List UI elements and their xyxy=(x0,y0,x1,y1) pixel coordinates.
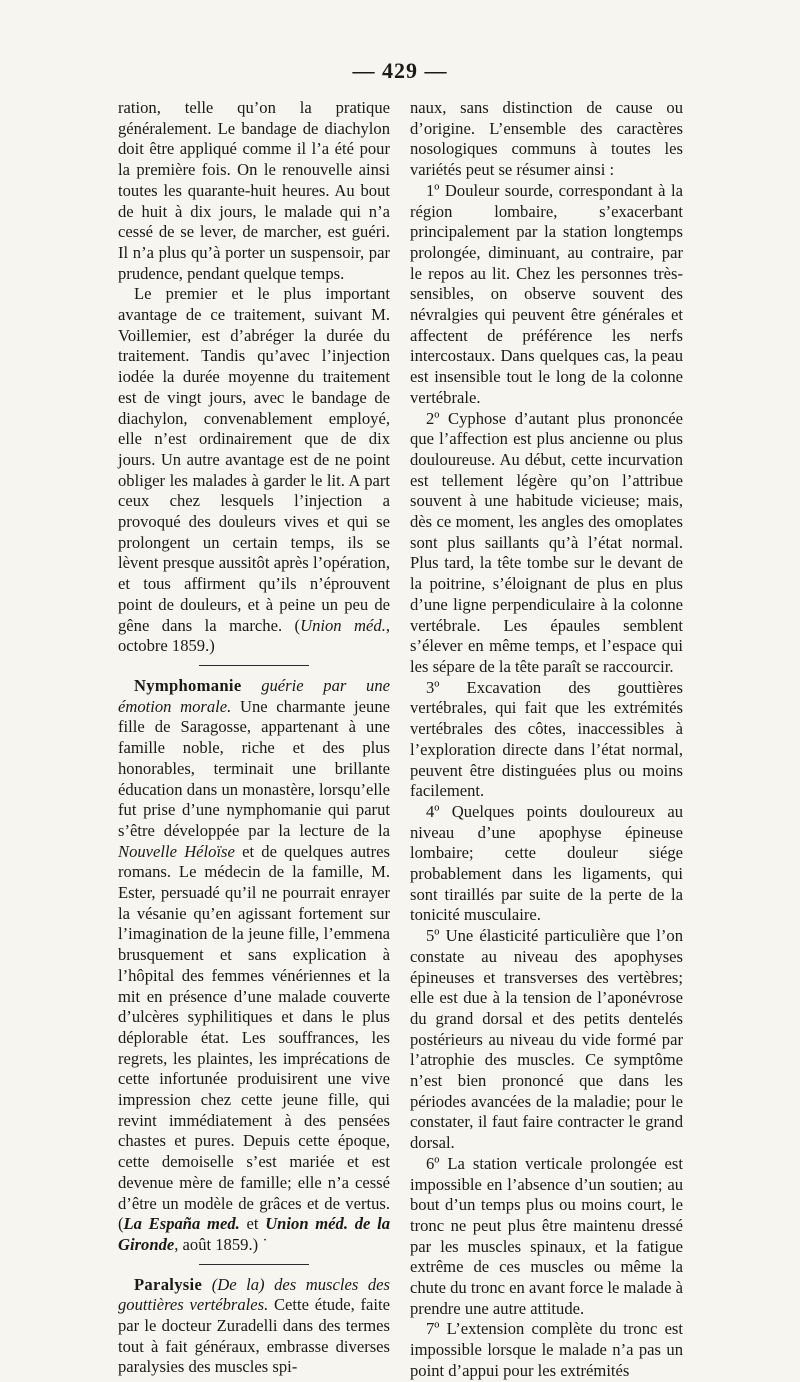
page-number: — 429 — xyxy=(352,58,448,83)
paragraph-voillemier xyxy=(118,284,390,657)
article-text: Une charmante jeune fille de Saragosse, appartenant à une famille noble, riche et des plus honorables, terminait une brillante éducation dans un monastère, lorsqu’elle fut prise d’une nymphomanie qui parut s’être développée par la lecture de la xyxy=(118,696,390,840)
source-citation: Union méd. de la Gironde xyxy=(118,1214,390,1254)
paragraph-continuation: naux, sans distinction de cause ou d’origine. L’ensemble des caractères nosologiques communs à toutes les variétés peut se résumer ainsi : xyxy=(410,98,683,180)
list-item: 1º Douleur sourde, correspondant à la région lombaire, s’exacerbant principalement par la station longtemps prolongée, diminuant, au contraire, par le repos au lit. Chez les personnes très-sensibles, on observe souvent des névralgies qui peuvent être générales et affectent de préférence les nerfs intercostaux. Dans quelques cas, la peau est insensible tout le long de la colonne vertébrale. xyxy=(410,180,683,407)
citation-join: et xyxy=(239,1214,266,1234)
right-column xyxy=(410,98,683,1382)
list-item: 7º L’extension complète du tronc est impossible lorsque le malade n’a pas un point d’appui pour les extrémités xyxy=(410,1319,683,1380)
paragraph-bandage-end: ration, telle qu’on la pratique généralement. Le bandage de diachylon doit être appliqué comme il l’a été pour la première fois. On le renouvelle ainsi toutes les quarante-huit heures. Au bout de huit à dix jours, le malade qui n’a cessé de se lever, de marcher, est guéri. Il n’a plus qu’à porter un suspensoir, par prudence, pendant quelque temps. xyxy=(118,98,390,283)
left-column xyxy=(118,98,390,1378)
book-title: Nouvelle Héloïse xyxy=(118,841,235,861)
list-item: 5º Une élasticité particulière que l’on constate au niveau des apophyses épineuses et transverses des vertèbres; elle est due à la tension de l’aponévrose du grand dorsal et des petits dentelés postérieurs au niveau du vide formé par l’atrophie des muscles. Ce symptôme n’est bien prononcé que dans les périodes avancées de la maladie; pour le constater, il faut faire contracter le grand dorsal. xyxy=(410,926,683,1153)
article-text: et de quelques autres romans. Le médecin de la famille, M. Ester, persuadé qu’il ne pourrait enrayer la vésanie qu’en agissant fortement sur l’imagination de la jeune fille, l’emmena brusquement et sans explication à l’hôpital des femmes vénériennes et la mit en présence d’une malade couverte d’ulcères syphilitiques et dans le plus déplorable état. Les souffrances, les regrets, les plaintes, les imprécations de cette infortunée produisirent une vive impression chez cette jeune fille, qui revint immédiatement à des pensées chastes et pures. Depuis cette époque, cette demoiselle s’est mariée et est devenue mère de famille; elle n’a cessé d’être un modèle de grâces et de vertus. ( xyxy=(118,841,390,1234)
article-paralysie xyxy=(118,1275,390,1379)
article-heading: Nymphomanie xyxy=(134,675,242,695)
source-citation: Union méd. xyxy=(300,615,386,635)
section-divider xyxy=(199,665,309,666)
list-item: 3º Excavation des gouttières vertébrales, qui fait que les extrémités vertébrales des côtes, inaccessibles à l’exploration directe dans l’état normal, peuvent être distinguées plus ou moins facilement. xyxy=(410,677,683,801)
article-subtitle: des muscles des gouttières vertébrales. xyxy=(118,1274,390,1315)
article-subtitle: (De la) xyxy=(202,1274,275,1294)
article-heading: Paralysie xyxy=(134,1274,203,1294)
article-subtitle: guérie par une émotion morale. xyxy=(118,675,390,716)
list-item: 4º Quelques points douloureux au niveau d’une apophyse épineuse lombaire; cette douleur siége probablement dans les ligaments, qui sont tiraillés par suite de la perte de la tonicité musculaire. xyxy=(410,801,683,925)
paragraph-text: Le premier et le plus important avantage de ce traitement, suivant M. Voillemier, est d’abréger la durée du traitement. Tandis qu’avec l’injection iodée la durée moyenne du traitement est de vingt jours, avec le bandage de diachylon, convenablement employé, elle n’est ordinairement que de dix jours. Un autre avantage est de ne point obliger les malades à garder le lit. A part ceux chez lesquels l’injection a provoqué des douleurs vives et qui se prolongent un certain temps, ils se lèvent presque aussitôt après l’opération, et tous affirment qu’ils n’éprouvent point de douleurs, et à peine un peu de gêne dans la marche. ( xyxy=(118,284,390,635)
citation-date: , août 1859.) ˙ xyxy=(174,1234,268,1254)
list-item: 6º La station verticale prolongée est impossible en l’absence d’un soutien; au bout d’un temps plus ou moins court, le tronc ne peut plus être maintenu dressé par les muscles spinaux, et la fatigue extrême de ces muscles ou même la chute du tronc en avant force le malade à prendre une autre attitude. xyxy=(410,1153,683,1318)
article-nymphomanie xyxy=(118,676,390,1256)
source-citation: La España med. xyxy=(123,1214,240,1234)
citation-date: , octobre 1859.) xyxy=(118,615,390,656)
section-divider xyxy=(199,1264,309,1265)
list-item: 2º Cyphose d’autant plus prononcée que l’affection est plus ancienne ou plus douloureuse. Au début, cette incurvation est tellement légère qu’on l’attribue souvent à une habitude vicieuse; mais, dès ce moment, les angles des omoplates sont plus saillants qu’à l’état normal. Plus tard, la tête tombe sur le devant de la poitrine, s’éloignant de plus en plus d’une ligne perpendiculaire à la colonne vertébrale. Les épaules semblent s’élever en même temps, et l’espace qui les sépare de la tête paraît se raccourcir. xyxy=(410,408,683,676)
article-text: Cette étude, faite par le docteur Zuradelli dans des termes tout à fait généraux, embrasse diverses paralysies des muscles spi- xyxy=(118,1295,390,1377)
